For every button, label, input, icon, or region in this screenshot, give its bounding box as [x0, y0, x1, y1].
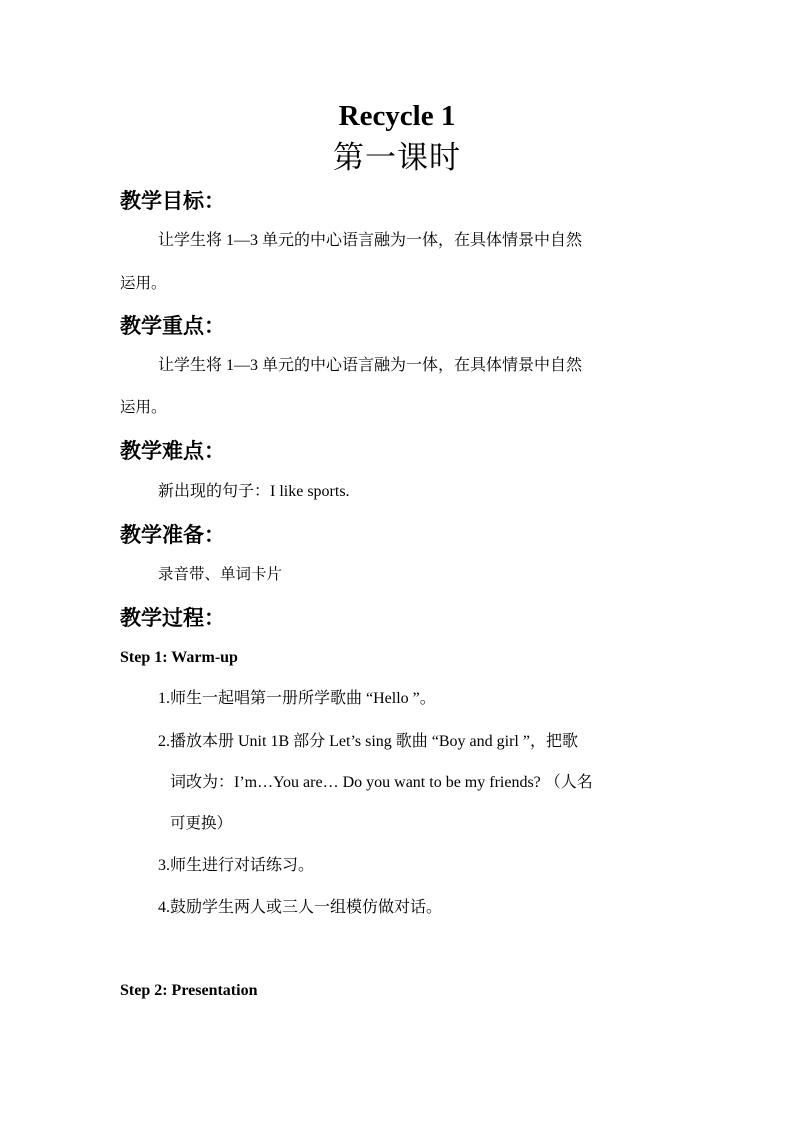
key-points-line-2: 运用。 [120, 398, 167, 416]
heading-difficulties: 教学难点： [120, 439, 225, 463]
heading-preparation: 教学准备： [120, 523, 225, 547]
step2-title: Step 2: Presentation [120, 982, 258, 999]
key-points-line-1: 让学生将 1—3 单元的中心语言融为一体，在具体情景中自然 [158, 357, 583, 374]
title-chinese: 第一课时 [333, 140, 461, 175]
preparation-line-1: 录音带、单词卡片 [158, 565, 283, 583]
heading-process: 教学过程： [120, 606, 225, 630]
step1-item-2-line-2: 词改为：I’m…You are… Do you want to be my friends? （人名 [170, 774, 593, 791]
step1-item-3: 3.师生进行对话练习。 [158, 857, 315, 874]
difficulties-line-1: 新出现的句子：I like sports. [158, 483, 350, 500]
objectives-line-1: 让学生将 1—3 单元的中心语言融为一体，在具体情景中自然 [158, 232, 583, 249]
step1-item-2-line-3: 可更换） [170, 814, 233, 832]
step1-title: Step 1: Warm-up [120, 649, 238, 666]
heading-key-points: 教学重点： [120, 314, 225, 338]
title-english: Recycle 1 [338, 100, 456, 132]
step1-item-4: 4.鼓励学生两人或三人一组模仿做对话。 [158, 899, 443, 916]
step1-item-2-line-1: 2.播放本册 Unit 1B 部分 Let’s sing 歌曲 “Boy and girl ”，把歌 [158, 733, 578, 750]
objectives-line-2: 运用。 [120, 274, 167, 292]
step1-item-1: 1.师生一起唱第一册所学歌曲 “Hello ”。 [158, 690, 436, 707]
heading-objectives: 教学目标： [120, 189, 225, 213]
